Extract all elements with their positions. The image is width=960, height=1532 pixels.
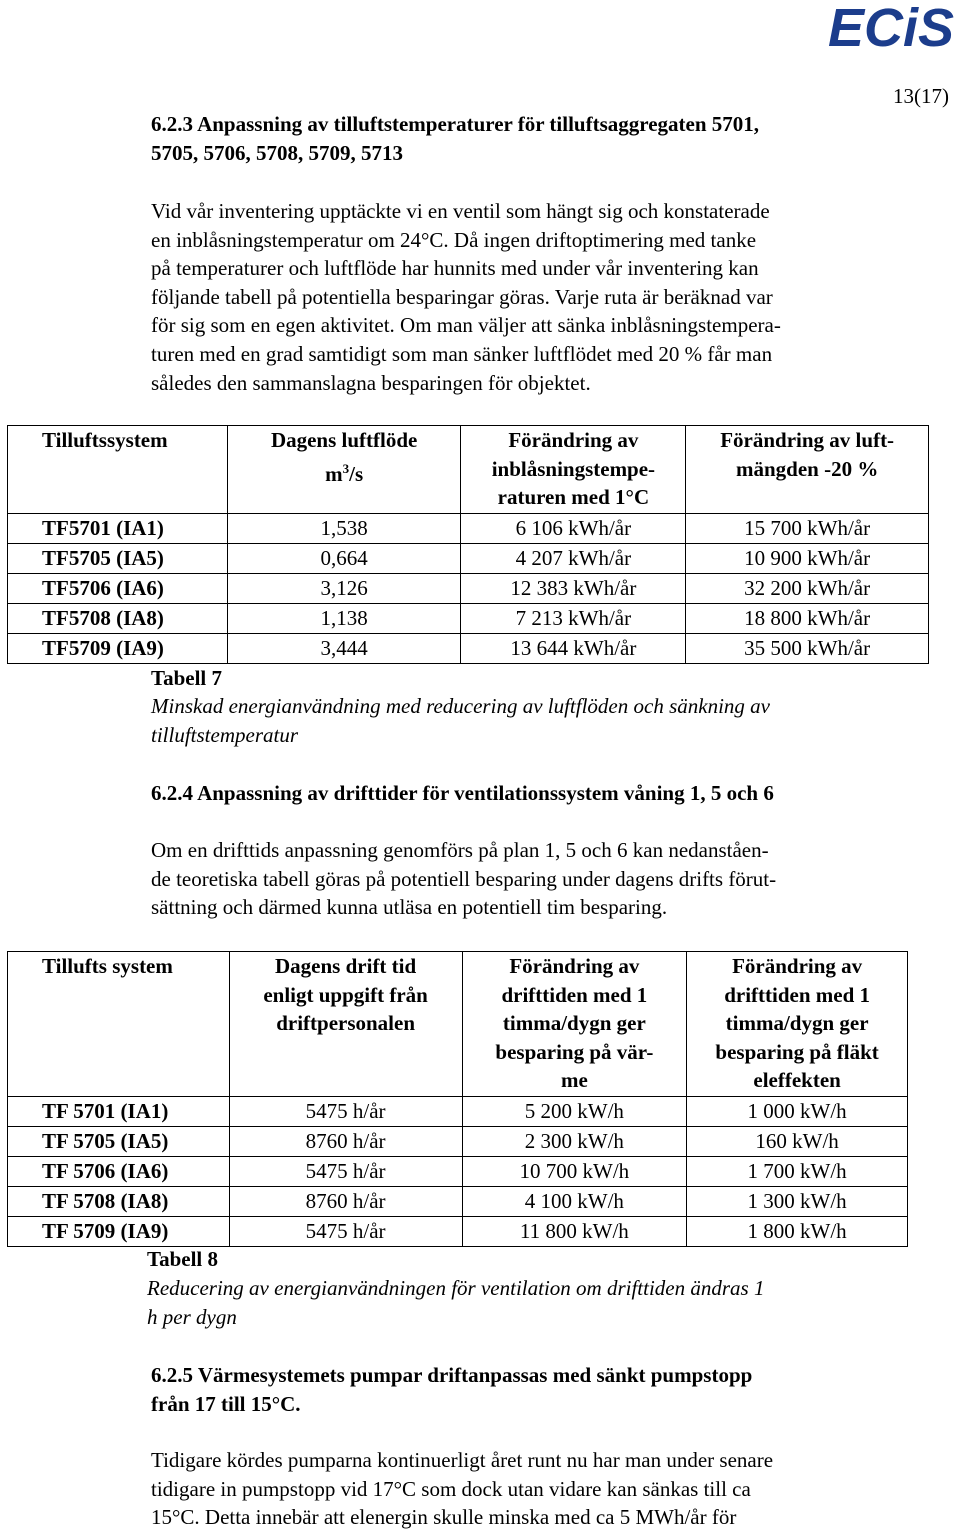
cell-temp-saving: 6 106 kWh/år [461,514,686,544]
cell-varme-saving: 5 200 kW/h [462,1097,687,1127]
cell-drifttid: 8760 h/år [229,1127,462,1157]
cell-luftflode: 1,538 [227,514,461,544]
paragraph-line: för sig som en egen aktivitet. Om man väljer att sänka inblåsningstempera- [151,313,781,338]
paragraph-line: på temperaturer och luftflöde har hunnits med under vår inventering kan [151,256,759,281]
paragraph-line: 15°C. Detta innebär att elenergin skulle minska med ca 5 MWh/år för [151,1505,737,1530]
header-besparing-varme [462,952,687,1097]
table-row [8,1217,908,1247]
ecis-logo [826,0,960,50]
heading-line: 5705, 5706, 5708, 5709, 5713 [151,141,403,165]
table-row [8,1187,908,1217]
cell-drifttid: 8760 h/år [229,1187,462,1217]
cell-flakt-saving: 1 300 kW/h [687,1187,908,1217]
caption-line: h per dygn [147,1304,237,1329]
cell-system: TF5709 (IA9) [8,634,228,664]
header-line: driftpersonalen [276,1011,416,1035]
cell-varme-saving: 11 800 kW/h [462,1217,687,1247]
cell-system: TF5705 (IA5) [8,544,228,574]
paragraph-line: således den sammanslagna besparingen för objektet. [151,370,591,395]
section-623-paragraph [151,197,781,397]
cell-drifttid: 5475 h/år [229,1097,462,1127]
cell-luftflode: 3,126 [227,574,461,604]
header-dagens-drift [229,952,462,1097]
table-row [8,544,929,574]
header-line: timma/dygn ger [725,1011,869,1035]
paragraph-line: de teoretiska tabell göras på potentiell besparing under dagens drifts förut- [151,866,777,891]
caption-line: Minskad energianvändning med reducering av luftflöden och sänkning av [151,694,770,718]
header-line: besparing på vär- [495,1039,654,1064]
header-line: timma/dygn ger [502,1011,646,1035]
table-row [8,1097,908,1127]
header-line: drifttiden med 1 [724,982,871,1007]
unit-tail: /s [349,461,364,486]
cell-air-saving: 15 700 kWh/år [686,514,929,544]
table-8 [7,951,908,1247]
cell-air-saving: 35 500 kWh/år [686,634,929,664]
cell-flakt-saving: 1 000 kW/h [687,1097,908,1127]
header-line: drifttiden med 1 [501,982,648,1007]
cell-flakt-saving: 1 800 kW/h [687,1217,908,1247]
header-line: me [560,1068,588,1092]
cell-system: TF 5708 (IA8) [8,1187,230,1217]
cell-system: TF 5706 (IA6) [8,1157,230,1187]
table-row [8,514,929,544]
paragraph-line: en inblåsningstemperatur om 24°C. Då ingen driftoptimering med tanke [151,227,757,252]
paragraph-line: tidigare in pumpstopp vid 17°C som dock utan vidare kan sänkas till ca [151,1476,751,1501]
caption-line: Reducering av energianvändningen för ventilation om drifttiden ändras 1 [147,1276,765,1300]
cell-luftflode: 0,664 [227,544,461,574]
cell-flakt-saving: 160 kW/h [687,1127,908,1157]
paragraph-line: sättning och därmed kunna utläsa en potentiell tim besparing. [151,895,668,920]
header-unit [228,455,461,489]
heading-line: från 17 till 15°C. [151,1392,301,1416]
paragraph-line: turen med en grad samtidigt som man sänker luftflödet med 20 % får man [151,341,773,366]
cell-air-saving: 18 800 kWh/år [686,604,929,634]
header-tillufts-system: Tillufts system [8,952,230,1097]
cell-system: TF5706 (IA6) [8,574,228,604]
table-7 [7,425,929,664]
header-forandring-luft [686,426,929,514]
cell-drifttid: 5475 h/år [229,1217,462,1247]
paragraph-line: följande tabell på potentiella besparingar göras. Varje ruta är beräknad var [151,284,773,309]
cell-varme-saving: 10 700 kW/h [462,1157,687,1187]
section-625-heading [151,1361,752,1419]
header-line: Dagens luftflöde [270,428,418,452]
table-row [8,1127,908,1157]
cell-temp-saving: 4 207 kWh/år [461,544,686,574]
header-besparing-flakt [687,952,908,1097]
table-row [8,634,929,664]
section-624-paragraph [151,836,776,922]
unit-superscript: 3 [342,460,350,476]
paragraph-line: Om en drifttids anpassning genomförs på plan 1, 5 och 6 kan nedanståen- [151,838,769,862]
cell-varme-saving: 2 300 kW/h [462,1127,687,1157]
header-line: Dagens drift tid [275,954,417,978]
unit-base: m [325,461,343,486]
cell-system: TF 5701 (IA1) [8,1097,230,1127]
header-line: Förändring av [732,954,863,978]
cell-varme-saving: 4 100 kW/h [462,1187,687,1217]
header-line: raturen med 1°C [497,485,650,509]
table-row [8,574,929,604]
caption-line: tilluftstemperatur [151,722,298,747]
cell-drifttid: 5475 h/år [229,1157,462,1187]
header-line: mängden -20 % [735,456,879,481]
header-line: eleffekten [753,1068,841,1092]
cell-luftflode: 3,444 [227,634,461,664]
table-8-caption-title: Tabell 8 [147,1247,218,1271]
header-line: inblåsningstempe- [491,456,656,481]
header-dagens-luftflode [227,426,461,514]
header-line: Förändring av [508,428,639,452]
header-line: enligt uppgift från [263,982,428,1007]
table-7-caption-title: Tabell 7 [151,666,222,690]
page-number: 13(17) [893,84,949,108]
paragraph-line: Tidigare kördes pumparna kontinuerligt året runt nu har man under senare [151,1448,774,1472]
cell-temp-saving: 12 383 kWh/år [461,574,686,604]
table-7-caption [151,692,770,749]
cell-system: TF 5709 (IA9) [8,1217,230,1247]
cell-temp-saving: 13 644 kWh/år [461,634,686,664]
logo-text: ECiS [828,0,955,50]
section-625-paragraph [151,1446,773,1532]
table-row [8,1157,908,1187]
section-623-heading [151,110,759,168]
cell-luftflode: 1,138 [227,604,461,634]
table-8-caption [147,1274,764,1331]
table-header-row [8,426,929,514]
heading-line: 6.2.3 Anpassning av tilluftstemperaturer för tilluftsaggregaten 5701, [151,112,760,136]
cell-air-saving: 10 900 kWh/år [686,544,929,574]
cell-air-saving: 32 200 kWh/år [686,574,929,604]
paragraph-line: Vid vår inventering upptäckte vi en ventil som hängt sig och konstaterade [151,199,770,223]
heading-line: 6.2.5 Värmesystemets pumpar driftanpassas med sänkt pumpstopp [151,1363,753,1387]
header-tilluftssystem: Tilluftssystem [8,426,228,514]
header-line: Förändring av luft- [720,428,895,452]
cell-temp-saving: 7 213 kWh/år [461,604,686,634]
header-forandring-temp [461,426,686,514]
cell-system: TF5708 (IA8) [8,604,228,634]
table-row [8,604,929,634]
header-line: Förändring av [509,954,640,978]
cell-flakt-saving: 1 700 kW/h [687,1157,908,1187]
cell-system: TF5701 (IA1) [8,514,228,544]
header-line: besparing på fläkt [715,1039,879,1064]
section-624-heading: 6.2.4 Anpassning av drifttider för ventilationssystem våning 1, 5 och 6 [151,781,774,805]
cell-system: TF 5705 (IA5) [8,1127,230,1157]
table-header-row [8,952,908,1097]
